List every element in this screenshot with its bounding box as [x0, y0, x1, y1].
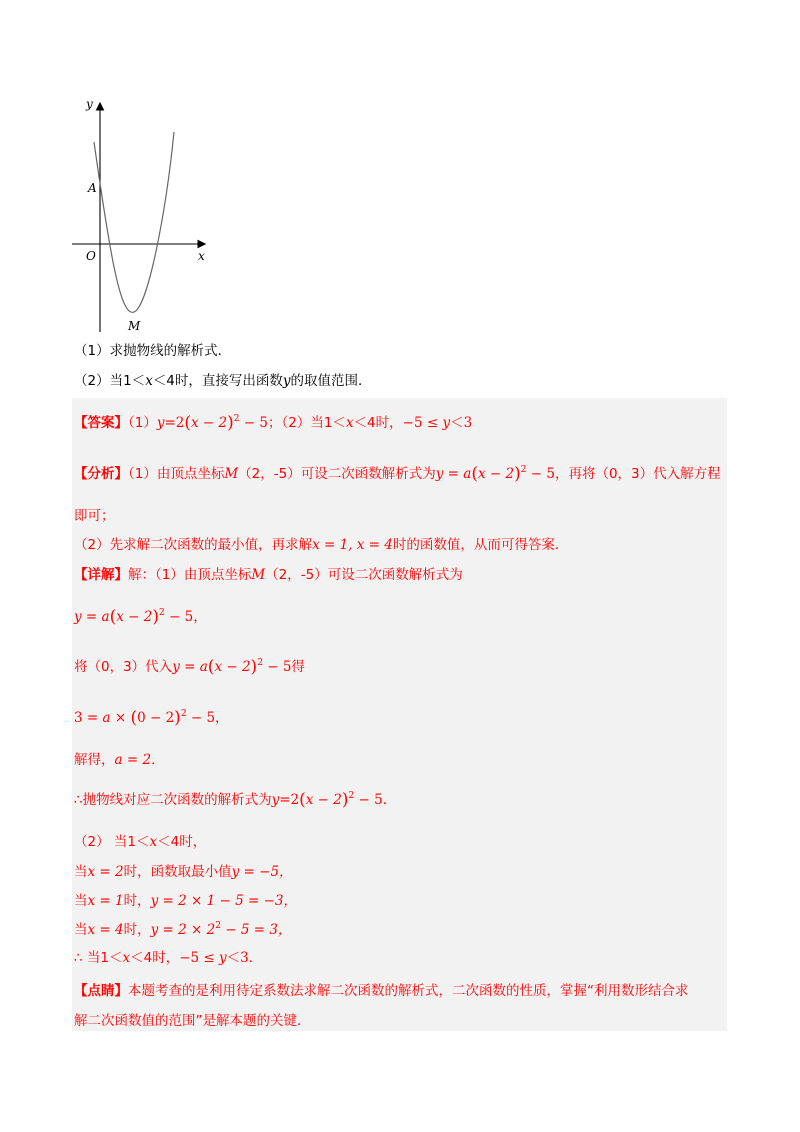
- detail-x1: 当x = 1时，y = 2 × 1 − 5 = −3，: [74, 893, 297, 909]
- answer-line: 【答案】$(1)y=2(x - 2)^2 - 5$；（2）当1＜x＜4时，−5 ≤ y＜3: [74, 413, 473, 433]
- detail-part2: （2） 当1＜x＜4时，: [74, 834, 207, 850]
- y-axis-label: y: [86, 97, 93, 111]
- answer-formula: $y=2(x - 2)^2 - 5$: [156, 413, 268, 433]
- detail-final: ∴ 当1＜x＜4时，−5 ≤ y＜3．: [74, 950, 263, 966]
- answer-tag: 【答案】: [74, 415, 128, 431]
- analysis-formula: $y = a(x - 2)^2 - 5$: [435, 464, 555, 484]
- analysis-line-3: （2）先求解二次函数的最小值，再求解x = 1, x = 4时的函数值，从而可得答案．: [74, 537, 569, 553]
- comment-line-2: 解二次函数值的范围”是解本题的关键．: [74, 1013, 311, 1029]
- question-2: （2）当1＜x＜4时，直接写出函数y的取值范围．: [74, 373, 372, 389]
- detail-x4: 当x = 4时，$y = 2 \times 2^2 - 5 = 3$，: [74, 921, 292, 938]
- analysis-line-1: 【分析】（1）由顶点坐标M（2，-5）可设二次函数解析式为$y = a(x - 2)^2 - 5$，再将（0，3）代入解方程: [74, 464, 721, 484]
- detail-conclusion: ∴抛物线对应二次函数的解析式为$y=2(x - 2)^2 - 5$．: [74, 790, 397, 810]
- detail-tag: 【详解】: [74, 567, 128, 583]
- question-1: （1）求抛物线的解析式．: [74, 343, 232, 359]
- point-a-label: A: [88, 181, 97, 195]
- detail-line-1: 【详解】解：（1）由顶点坐标M（2，-5）可设二次函数解析式为: [74, 567, 463, 583]
- detail-solve: 解得，a = 2．: [74, 752, 165, 768]
- comment-tag: 【点睛】: [74, 983, 128, 999]
- parabola-graph: [66, 92, 216, 337]
- analysis-line-2: 即可；: [74, 508, 115, 524]
- detail-min: 当x = 2时，函数取最小值y = −5，: [74, 864, 293, 880]
- vertex-m-label: M: [128, 319, 141, 333]
- x-axis-label: x: [198, 249, 205, 263]
- parabola-curve: [94, 132, 174, 312]
- origin-label: O: [86, 249, 96, 263]
- detail-formula-2: $3 = a \times (0 - 2)^2 - 5$，: [74, 708, 229, 728]
- detail-substitute: 将（0，3）代入$y = a(x - 2)^2 - 5$得: [74, 657, 305, 677]
- detail-formula-1: $y = a(x - 2)^2 - 5$，: [74, 607, 207, 627]
- analysis-tag: 【分析】: [74, 466, 128, 482]
- comment-line-1: 【点睛】本题考查的是利用待定系数法求解二次函数的解析式，二次函数的性质，掌握“利用数形结合求: [74, 983, 689, 999]
